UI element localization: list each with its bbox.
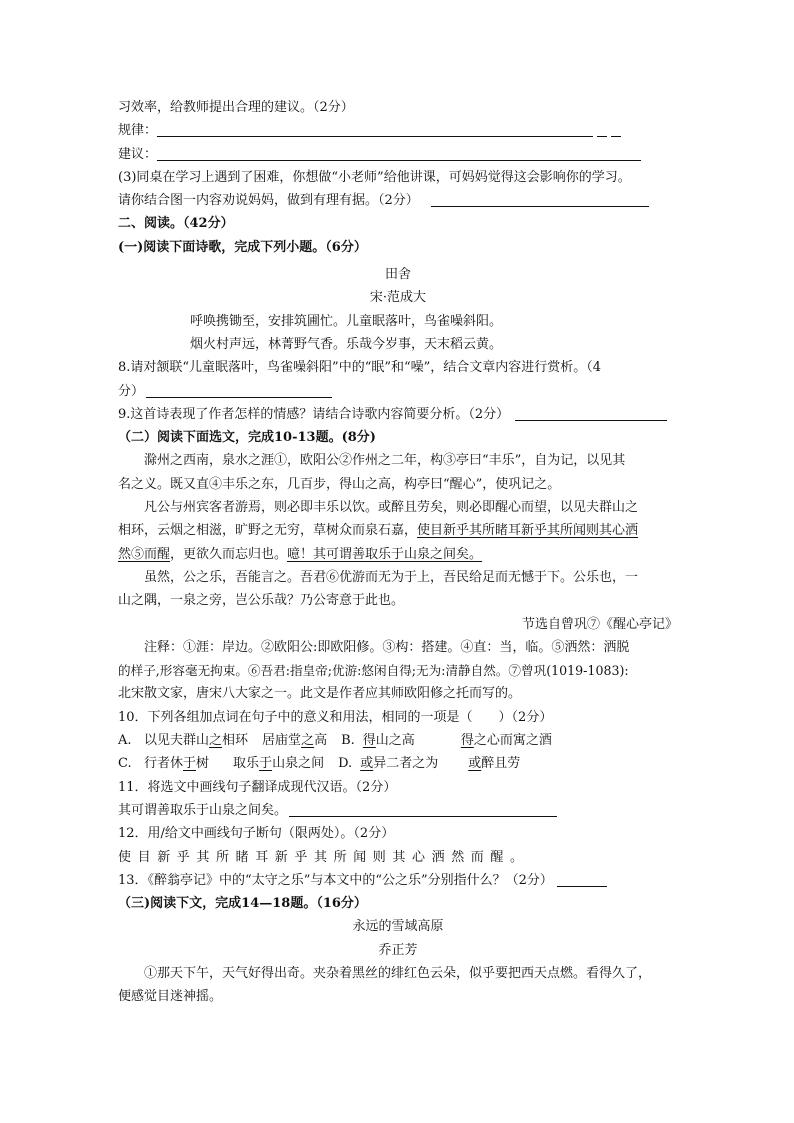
- classical-p2-line2: 相环，云烟之相滋，旷野之无穷，草树众而泉石嘉，使目新乎其所睹耳新乎其所闻则其心洒: [118, 523, 639, 539]
- poem-line-2: 烟火村声远，林菁野气香。乐哉今岁事，天末稻云黄。: [190, 336, 503, 352]
- suggest-answer-blank[interactable]: [157, 146, 641, 161]
- classical-p1-line1: 滁州之西南，泉水之涯①，欧阳公②作州之二年，构③亭曰“丰乐”，自为记，以见其: [144, 453, 626, 469]
- part3-answer-blank[interactable]: [431, 192, 649, 207]
- modern-section-heading: （三)阅读下文，完成14—18题。（16分）: [118, 896, 367, 912]
- suggest-label: 建议：: [118, 146, 158, 162]
- rule-answer-blank[interactable]: [157, 122, 593, 137]
- q13-answer-blank[interactable]: [557, 872, 607, 887]
- q10-options-ab: A. 以见夫群山之相环 居庙堂之高 B. 得山之高 得之心而寓之酒: [118, 733, 552, 749]
- q12-stem: 12．用/给文中画线句子断句（限两处）。（2分）: [118, 826, 395, 842]
- rule-answer-blank-tail2: [611, 122, 621, 137]
- modern-title: 永远的雪域高原: [352, 919, 444, 935]
- q8-line1: 8.请对颔联“儿童眠落叶，鸟雀噪斜阳”中的“眠”和“噪”，结合文章内容进行赏析。（4: [118, 360, 602, 376]
- q11-sentence: 其可谓善取乐于山泉之间矣。: [118, 799, 678, 822]
- classical-p3-line1: 虽然，公之乐，吾能言之。吾君⑥优游而无为于上，吾民给足而无憾于下。公乐也，一: [144, 569, 639, 585]
- q7-intro-line: 习效率，给教师提出合理的建议。（2分）: [118, 100, 354, 115]
- poem-author: 宋·范成大: [369, 290, 427, 306]
- q8-line2: 分）: [118, 380, 678, 403]
- q10-options-cd: C. 行者休于树 取乐于山泉之间 D. 或异二者之为 或醉且劳: [118, 756, 521, 772]
- q7-part3-line1: (3)同桌在学习上遇到了困难，你想做“小老师”给他讲课，可妈妈觉得这会影响你的学习。: [118, 169, 631, 185]
- rule-answer-blank-tail: [597, 122, 607, 137]
- exam-page: [118, 96, 678, 1009]
- poem-section-heading: (一)阅读下面诗歌，完成下列小题。（6分）: [118, 239, 367, 255]
- q7-rule-line: [118, 119, 678, 142]
- modern-author: 乔正芳: [378, 942, 418, 958]
- q9-line: 9.这首诗表现了作者怎样的情感？请结合诗歌内容简要分析。（2分）: [118, 403, 678, 426]
- q12-sentence[interactable]: 使目新乎其所睹耳新乎其所闻则其心洒然而醒。: [118, 849, 530, 865]
- section-2-heading: 二、阅读。（42分）: [118, 216, 234, 232]
- q11-answer-blank[interactable]: [289, 802, 557, 817]
- classical-section-heading: （二）阅读下面选文，完成10-13题。(8分): [118, 430, 376, 446]
- modern-p1-line1: ①那天下午，天气好得出奇。夹杂着黑丝的绯红色云朵，似乎要把西天点燃。看得久了，: [144, 965, 652, 981]
- classical-notes-line2: 的样子,形容毫无拘束。⑥吾君:指皇帝;优游:悠闲自得;无为:清静自然。⑦曾巩(1019-1083):: [118, 663, 629, 679]
- poem-line-1: 呼唤携锄至，安排筑圃忙。儿童眠落叶，鸟雀噪斜阳。: [190, 313, 503, 329]
- q7-suggest-line: [118, 143, 678, 166]
- poem-title: 田舍: [384, 267, 411, 283]
- modern-p1-line2: 便感觉目迷神摇。: [118, 989, 223, 1005]
- q11-stem: 11．将选文中画线句子翻译成现代汉语。（2分）: [118, 779, 397, 795]
- classical-p3-line2: 山之隅，一泉之旁，岂公乐哉？乃公寄意于此也。: [118, 593, 405, 609]
- q13-stem: 13．《醉翁亭记》中的“太守之乐”与本文中的“公之乐”分别指什么？（2分）: [118, 869, 678, 892]
- q8-answer-blank[interactable]: [146, 383, 332, 398]
- q9-answer-blank[interactable]: [515, 406, 667, 421]
- classical-p2-line1: 凡公与州宾客者游焉，则必即丰乐以饮。或醉且劳矣，则必即醒心而望，以见夫群山之: [144, 500, 639, 516]
- underlined-sentence-part2: 然⑤而醒: [118, 546, 171, 562]
- q7-part3-line2: 请你结合图一内容劝说妈妈，做到有理有据。（2分）: [118, 189, 678, 212]
- underlined-sentence-3: 噫！其可谓善取乐于山泉之间矣。: [287, 546, 483, 562]
- classical-notes-line1: 注释：①涯：岸边。②欧阳公:即欧阳修。③构：搭建。④直：当，临。⑤洒然：洒脱: [144, 639, 630, 655]
- classical-p2-line3: 然⑤而醒，更欲久而忘归也。噫！其可谓善取乐于山泉之间矣。: [118, 546, 483, 562]
- underlined-sentence-part1: 使目新乎其所睹耳新乎其所闻则其心洒: [417, 523, 639, 539]
- q10-stem: 10．下列各组加点词在句子中的意义和用法，相同的一项是（ ）（2分）: [118, 709, 553, 725]
- classical-p1-line2: 名之义。既又直④丰乐之东，几百步，得山之高，构亭曰“醒心”，使巩记之。: [118, 476, 561, 492]
- rule-label: 规律：: [118, 123, 158, 139]
- classical-notes-line3: 北宋散文家，唐宋八大家之一。此文是作者应其师欧阳修之托而写的。: [118, 686, 522, 702]
- classical-source: 节选自曾巩⑦《醒心亭记》: [521, 616, 678, 632]
